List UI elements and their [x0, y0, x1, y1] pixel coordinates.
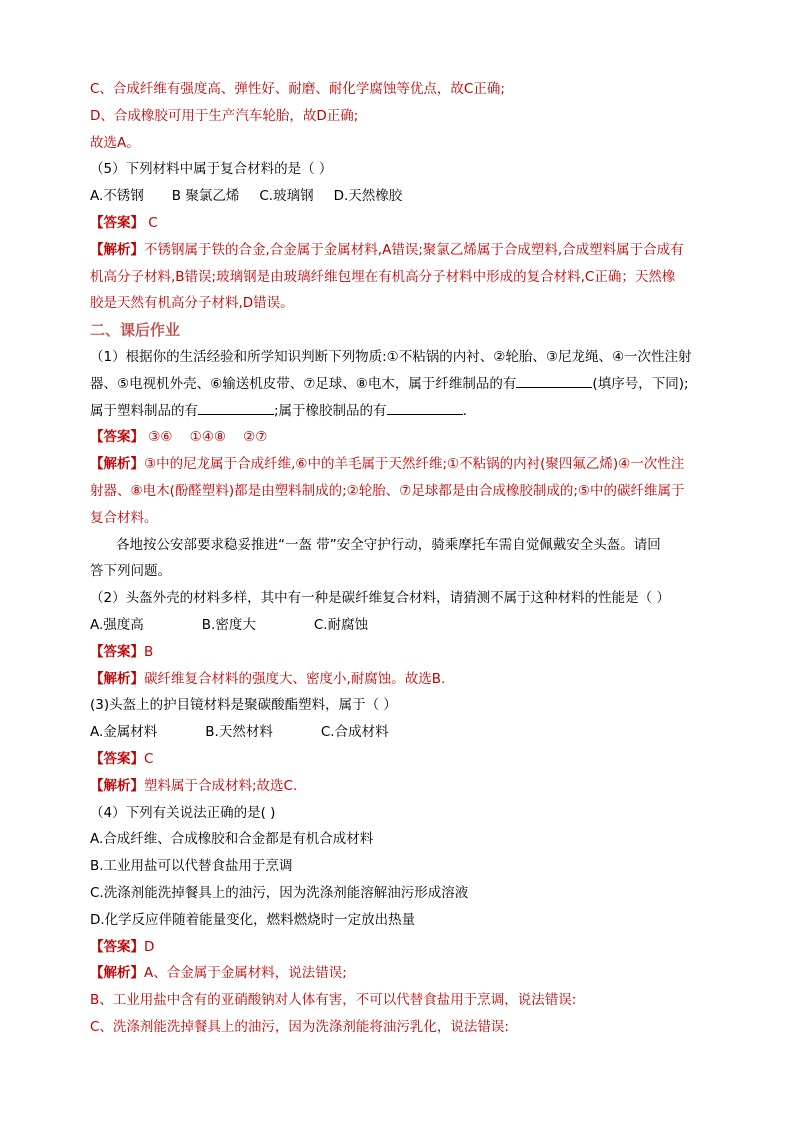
explanation-4-line-2: B、工业用盐中含有的亚硝酸钠对人体有害，不可以代替食盐用于烹调，说法错误: — [90, 992, 577, 1009]
document-page — [90, 76, 730, 1041]
answer-value: ③⑥ ①④⑧ ②⑦ — [148, 429, 268, 446]
option-d: D.天然橡胶 — [333, 188, 403, 205]
problem-1-text-3: 属于塑料制品的有 — [90, 402, 198, 419]
answer-value: D — [144, 938, 155, 955]
option-b: B 聚氯乙烯 — [171, 188, 240, 205]
problem-1-line-1: （1）根据你的生活经验和所学知识判断下列物质:①不粘锅的内衬、②轮胎、③尼龙绳、④一次性注射 — [90, 348, 692, 365]
explanation-3 — [90, 773, 730, 800]
answer-2 — [90, 639, 730, 666]
answer-label: 【答案】 — [90, 214, 144, 231]
explanation-label: 【解析】 — [90, 456, 144, 473]
explanation-5-line-1 — [90, 237, 730, 264]
explanation-text: ③中的尼龙属于合成纤维,⑥中的羊毛属于天然纤维;①不粘锅的内衬(聚四氟乙烯)④一次性注 — [144, 456, 685, 473]
question-5: （5）下列材料中属于复合材料的是（ ） — [90, 161, 333, 178]
explanation-text: 不锈钢属于铁的合金,合金属于金属材料,A错误;聚氯乙烯属于合成塑料,合成塑料属于合成有 — [144, 241, 684, 258]
explanation-text: 碳纤维复合材料的强度大、密度小,耐腐蚀。故选B. — [144, 670, 446, 687]
answer-label: 【答案】 — [90, 429, 144, 446]
explanation-label: 【解析】 — [90, 777, 144, 794]
problem-1-line-2 — [90, 371, 730, 398]
explanation-1-line-2: 射器、⑧电木(酚醛塑料)都是由塑料制成的;②轮胎、⑦足球都是由合成橡胶制成的;⑤中的碳纤维属于 — [90, 482, 685, 499]
problem-4-option-a: A.合成纤维、合成橡胶和合金都是有机合成材料 — [90, 831, 374, 848]
problem-1-text: 器、⑤电视机外壳、⑥输送机皮带、⑦足球、⑧电木，属于纤维制品的有 — [90, 375, 517, 392]
answer-label: 【答案】 — [90, 643, 144, 660]
explanation-label: 【解析】 — [90, 241, 144, 258]
problem-1-text-2: (填序号，下同); — [592, 375, 689, 392]
answer-label: 【答案】 — [90, 750, 144, 767]
option-a: A.不锈钢 — [90, 188, 144, 205]
intro-paragraph-line-2: 答下列问题。 — [90, 563, 171, 580]
problem-2: （2）头盔外壳的材料多样，其中有一种是碳纤维复合材料，请猜测不属于这种材料的性能是（ ） — [90, 590, 670, 607]
problem-3: (3)头盔上的护目镜材料是聚碳酸酯塑料，属于（ ） — [90, 697, 397, 714]
answer-value: C — [144, 750, 154, 767]
problem-4-option-c: C.洗涤剂能洗掉餐具上的油污，因为洗涤剂能溶解油污形成溶液 — [90, 884, 469, 901]
problem-1-text-4: ;属于橡胶制品的有 — [274, 402, 387, 419]
explanation-label: 【解析】 — [90, 670, 144, 687]
section-heading: 二、课后作业 — [90, 321, 181, 340]
answer-label: 【答案】 — [90, 938, 144, 955]
problem-4: （4）下列有关说法正确的是( ) — [90, 804, 276, 821]
explanation-conclusion: 故选A。 — [90, 134, 140, 151]
option-a: A.金属材料 — [90, 724, 158, 741]
explanation-2 — [90, 666, 730, 693]
explanation-1-line-1 — [90, 451, 730, 478]
problem-3-options — [90, 719, 730, 746]
explanation-1-line-3: 复合材料。 — [90, 509, 158, 526]
answer-3 — [90, 746, 730, 773]
explanation-label: 【解析】 — [90, 965, 144, 982]
explanation-line-d: D、合成橡胶可用于生产汽车轮胎，故D正确; — [90, 107, 359, 124]
intro-paragraph-line-1: 各地按公安部要求稳妥推进“一盔 带”安全守护行动，骑乘摩托车需自觉佩戴安全头盔。请回 — [116, 536, 661, 553]
explanation-5-line-2: 机高分子材料,B错误;玻璃钢是由玻璃纤维包埋在有机高分子材料中形成的复合材料,C正确；天然橡 — [90, 268, 676, 285]
answer-4 — [90, 934, 730, 961]
question-5-options — [90, 183, 730, 210]
explanation-4-line-3: C、洗涤剂能洗掉餐具上的油污，因为洗涤剂能将油污乳化，说法错误: — [90, 1018, 509, 1035]
explanation-5-line-3: 胶是天然有机高分子材料,D错误。 — [90, 295, 294, 312]
option-c: C.耐腐蚀 — [313, 616, 369, 633]
option-c: C.玻璃钢 — [259, 188, 314, 205]
option-a: A.强度高 — [90, 616, 144, 633]
answer-value: B — [144, 643, 154, 660]
explanation-text: 塑料属于合成材料;故选C. — [144, 777, 298, 794]
answer-1 — [90, 424, 730, 451]
problem-2-options — [90, 612, 730, 639]
answer-5 — [90, 210, 730, 237]
fill-blank-plastic[interactable] — [198, 400, 274, 415]
problem-1-text-5: . — [462, 402, 467, 419]
explanation-4-line-1 — [90, 960, 730, 987]
explanation-line-c: C、合成纤维有强度高、弹性好、耐磨、耐化学腐蚀等优点，故C正确; — [90, 81, 505, 97]
problem-1-line-3 — [90, 398, 730, 425]
answer-value: C — [148, 214, 158, 231]
option-b: B.密度大 — [201, 616, 256, 633]
option-c: C.合成材料 — [320, 724, 389, 741]
fill-blank-fiber[interactable] — [516, 373, 592, 388]
option-b: B.天然材料 — [205, 724, 273, 741]
explanation-text: A、合金属于金属材料，说法错误; — [144, 965, 347, 982]
fill-blank-rubber[interactable] — [387, 400, 463, 415]
problem-4-option-d: D.化学反应伴随着能量变化，燃料燃烧时一定放出热量 — [90, 911, 416, 928]
problem-4-option-b: B.工业用盐可以代替食盐用于烹调 — [90, 858, 293, 875]
